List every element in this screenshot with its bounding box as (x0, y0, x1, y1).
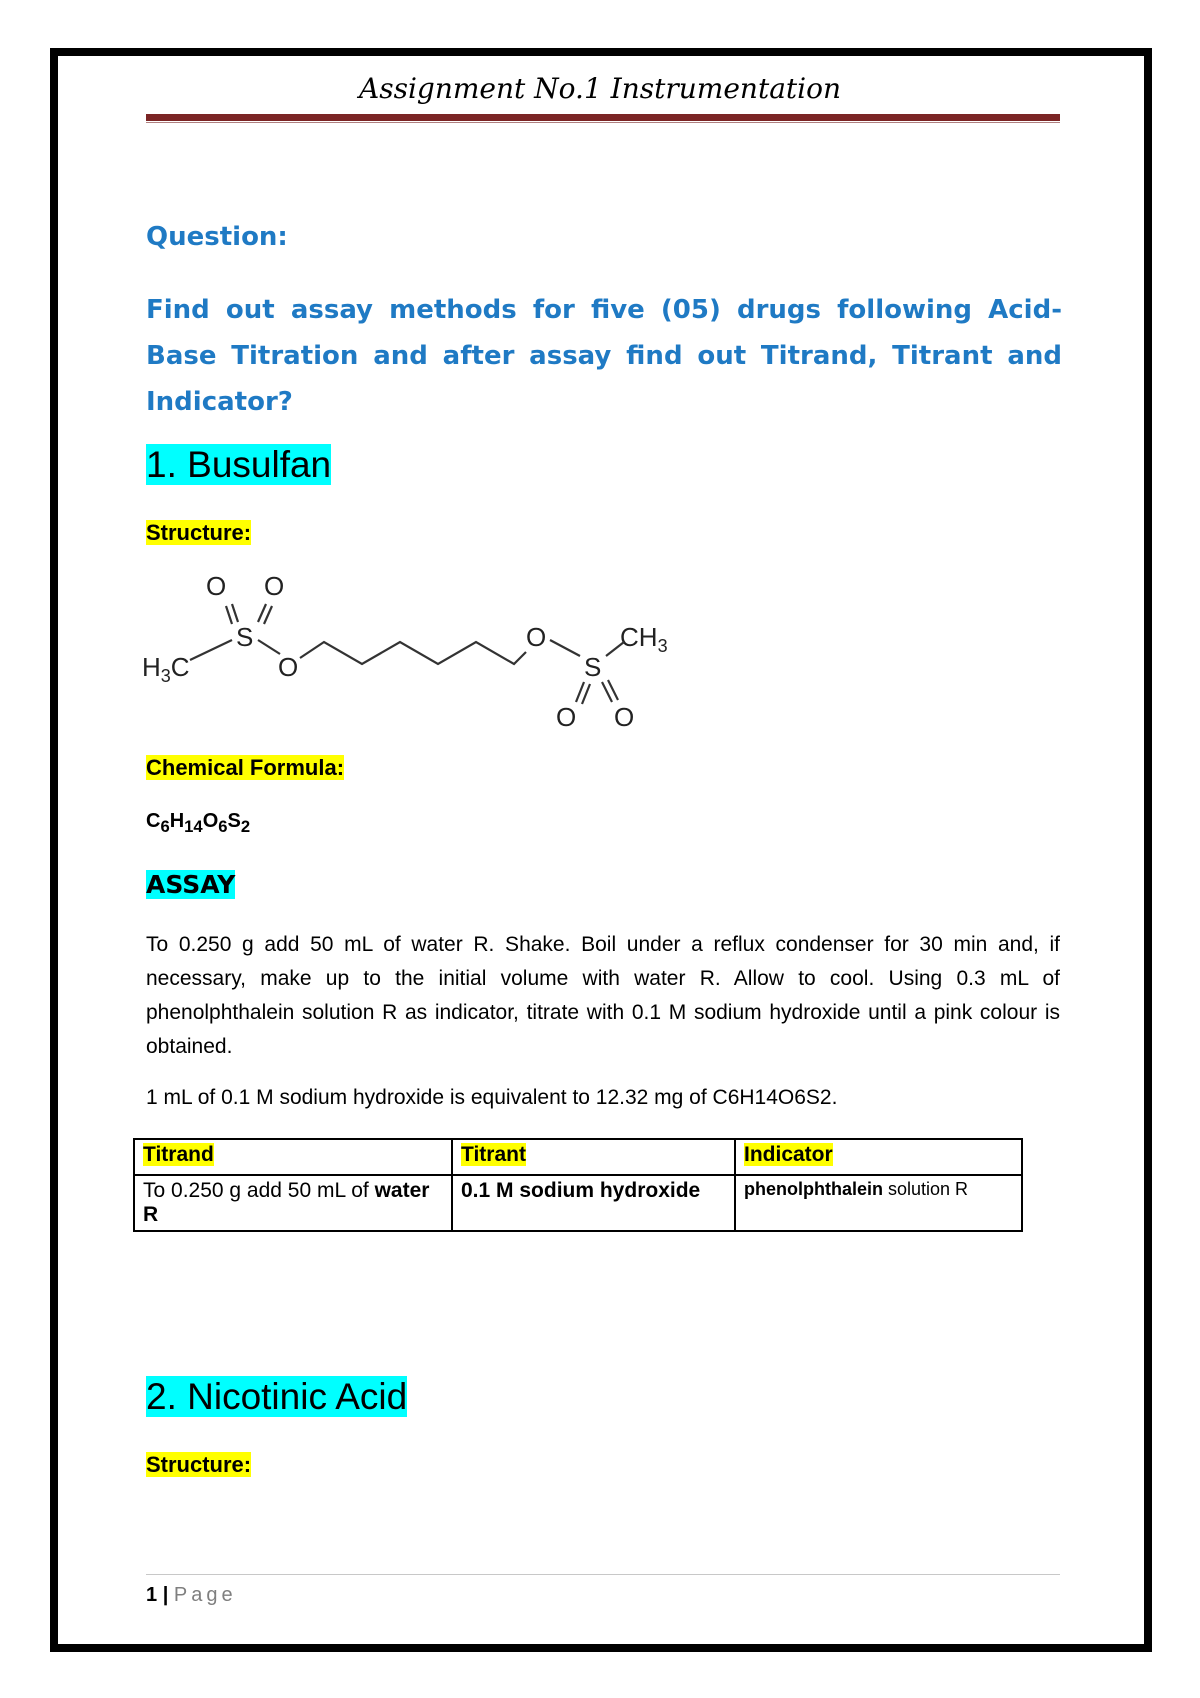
atom-ch3-right: $CH_3$ (620, 622, 668, 656)
drug1-titration-table (133, 1138, 1023, 1232)
cell-titrand-text: To 0.250 g add 50 mL of (143, 1179, 375, 1202)
header-titrand (134, 1139, 452, 1175)
header-title: Assignment No.1 Instrumentation (359, 72, 841, 105)
header-titrant-text: Titrant (461, 1143, 526, 1166)
atom-o-right: O (526, 622, 547, 652)
question-text: Find out assay methods for five (05) drugs following Acid-Base Titration and after assay find out Titrand, Titrant and Indicator? (146, 295, 1062, 417)
header-indicator-text: Indicator (744, 1143, 833, 1166)
drug1-equivalence: 1 mL of 0.1 M sodium hydroxide is equivalent to 12.32 mg of C6H14O6S2. (146, 1086, 838, 1109)
cell-indicator-bold: phenolphthalein (744, 1179, 883, 1199)
drug1-structure-label (146, 520, 251, 546)
atom-o3: O (556, 702, 577, 732)
atom-ch3-left: $H_3C$ (142, 652, 190, 686)
header-rule (146, 114, 1060, 121)
formula-h: H (169, 810, 185, 832)
atom-s1: S (236, 622, 254, 652)
drug1-title (146, 444, 331, 486)
busulfan-structure-diagram (140, 560, 700, 740)
drug1-title-text: 1. Busulfan (146, 444, 332, 485)
drug1-assay-heading-text: ASSAY (146, 870, 236, 899)
drug1-assay-heading (146, 870, 235, 899)
page-footer (146, 1584, 237, 1607)
atom-o2: O (264, 571, 285, 601)
cell-indicator-text: solution R (883, 1179, 969, 1199)
cell-titrand-bold: water R (143, 1179, 430, 1226)
formula-c-count: 6 (160, 817, 170, 836)
formula-o-count: 6 (218, 817, 228, 836)
cell-titrant-text: 0.1 M sodium hydroxide (461, 1179, 701, 1202)
drug2-title (146, 1376, 407, 1418)
drug2-structure-label (146, 1452, 251, 1478)
header-rule-thin (146, 122, 1060, 123)
cell-titrand (134, 1175, 452, 1231)
formula-s-count: 2 (240, 817, 251, 836)
drug1-assay-text: To 0.250 g add 50 mL of water R. Shake. Boil under a reflux condenser for 30 min and, if necessary, make up to the initial volume with water R. Allow to cool. Using 0.3 mL of phenolphthalein solution R as indicator, titrate with 0.1 M sodium hydroxide until a pink colour is obtained. (146, 933, 1060, 1058)
formula-o: O (202, 810, 219, 832)
footer-page-word: Page (173, 1584, 237, 1606)
drug1-formula-label-text: Chemical Formula: (146, 755, 345, 780)
formula-h-count: 14 (184, 817, 203, 836)
formula-c: C (146, 810, 161, 832)
table-row (134, 1175, 1022, 1231)
atom-s2: S (584, 652, 602, 682)
table-header-row (134, 1139, 1022, 1175)
cell-titrant (452, 1175, 735, 1231)
drug1-formula-label (146, 755, 344, 781)
question-label: Question: (146, 222, 288, 252)
structure-bonds (190, 604, 624, 704)
drug2-title-text: 2. Nicotinic Acid (146, 1376, 408, 1417)
cell-indicator (735, 1175, 1022, 1231)
atom-o1: O (206, 571, 227, 601)
drug1-formula (146, 810, 250, 837)
header-indicator (735, 1139, 1022, 1175)
header-titrant (452, 1139, 735, 1175)
drug2-structure-label-text: Structure: (146, 1452, 252, 1477)
footer-rule (146, 1574, 1060, 1575)
footer-page-number: 1 (146, 1584, 158, 1606)
footer-separator: | (162, 1584, 169, 1606)
header-titrand-text: Titrand (143, 1143, 214, 1166)
atom-o-left: O (278, 652, 299, 682)
drug1-structure-label-text: Structure: (146, 520, 252, 545)
formula-s: S (227, 810, 241, 832)
atom-o4: O (614, 702, 635, 732)
